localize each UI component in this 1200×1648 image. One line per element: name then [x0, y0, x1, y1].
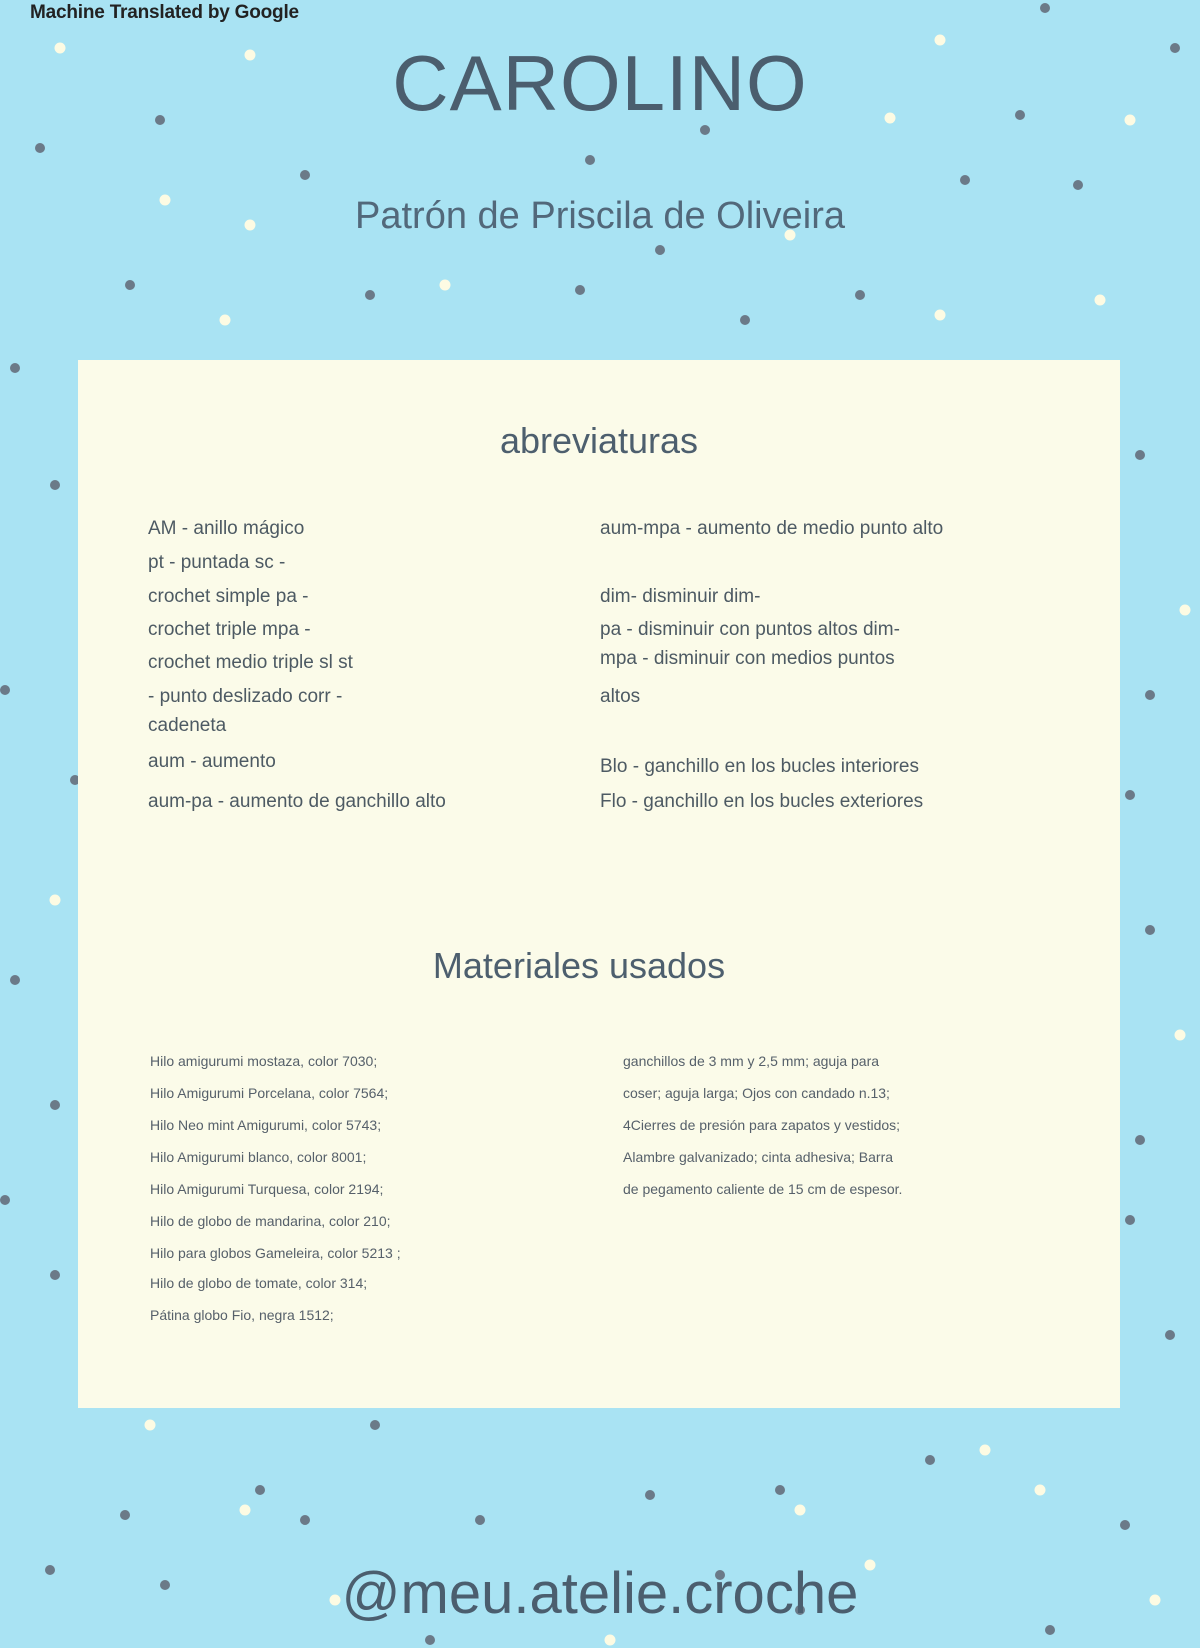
abbreviation-item: - punto deslizado corr - [148, 686, 343, 707]
abbreviation-item: AM - anillo mágico [148, 518, 305, 539]
dark-dot [1125, 1215, 1135, 1225]
dark-dot [1135, 450, 1145, 460]
abbreviation-item: Flo - ganchillo en los bucles exteriores [600, 791, 924, 812]
dark-dot [1145, 690, 1155, 700]
dark-dot [1135, 1135, 1145, 1145]
abbreviation-item: aum-pa - aumento de ganchillo alto [148, 791, 446, 812]
light-dot [145, 1420, 156, 1431]
light-dot [440, 280, 451, 291]
abbreviation-item: mpa - disminuir con medios puntos [600, 648, 895, 669]
dark-dot [960, 175, 970, 185]
material-item: Hilo de globo de mandarina, color 210; [150, 1213, 391, 1229]
dark-dot [10, 363, 20, 373]
machine-translated-badge: Machine Translated by Google [30, 2, 299, 23]
light-dot [795, 1505, 806, 1516]
dark-dot [50, 1270, 60, 1280]
dark-dot [925, 1455, 935, 1465]
dark-dot [475, 1515, 485, 1525]
abbreviations-heading: abreviaturas [499, 420, 699, 461]
dark-dot [1145, 925, 1155, 935]
dark-dot [1165, 1330, 1175, 1340]
material-item: Pátina globo Fio, negra 1512; [150, 1307, 334, 1323]
page-subtitle: Patrón de Priscila de Oliveira [355, 195, 845, 237]
material-item: Hilo Neo mint Amigurumi, color 5743; [150, 1117, 382, 1133]
abbreviation-item: crochet triple mpa - [148, 619, 311, 640]
dark-dot [300, 1515, 310, 1525]
dark-dot [425, 1635, 435, 1645]
dark-dot [0, 1195, 10, 1205]
dark-dot [300, 170, 310, 180]
dark-dot [370, 1420, 380, 1430]
dark-dot [585, 155, 595, 165]
light-dot [605, 1635, 616, 1646]
dark-dot [1120, 1520, 1130, 1530]
dark-dot [0, 685, 10, 695]
dark-dot [365, 290, 375, 300]
dark-dot [575, 285, 585, 295]
material-item: Hilo Amigurumi Turquesa, color 2194; [150, 1181, 384, 1197]
light-dot [935, 310, 946, 321]
light-dot [1180, 605, 1191, 616]
dark-dot [1073, 180, 1083, 190]
content-panel [78, 360, 1120, 1408]
light-dot [240, 1505, 251, 1516]
material-item: coser; aguja larga; Ojos con candado n.13; [623, 1085, 890, 1101]
dark-dot [775, 1485, 785, 1495]
dark-dot [855, 290, 865, 300]
light-dot [980, 1445, 991, 1456]
light-dot [1175, 1030, 1186, 1041]
dark-dot [50, 480, 60, 490]
dark-dot [120, 1510, 130, 1520]
material-item: 4Cierres de presión para zapatos y vestidos; [623, 1117, 901, 1133]
dark-dot [645, 1490, 655, 1500]
abbreviation-item: crochet simple pa - [148, 586, 309, 607]
light-dot [220, 315, 231, 326]
dark-dot [1125, 790, 1135, 800]
dark-dot [50, 1100, 60, 1110]
light-dot [1035, 1485, 1046, 1496]
dark-dot [655, 245, 665, 255]
abbreviation-item: aum-mpa - aumento de medio punto alto [600, 518, 944, 539]
light-dot [1095, 295, 1106, 306]
dark-dot [1040, 3, 1050, 13]
material-item: Hilo Amigurumi blanco, color 8001; [150, 1149, 367, 1165]
abbreviation-item: Blo - ganchillo en los bucles interiores [600, 756, 919, 777]
dark-dot [10, 975, 20, 985]
material-item: Hilo amigurumi mostaza, color 7030; [150, 1053, 378, 1069]
dark-dot [125, 280, 135, 290]
light-dot [50, 895, 61, 906]
material-item: de pegamento caliente de 15 cm de espesor. [623, 1181, 903, 1197]
dark-dot [255, 1485, 265, 1495]
material-item: Alambre galvanizado; cinta adhesiva; Barra [623, 1149, 894, 1165]
dark-dot [35, 143, 45, 153]
abbreviation-item: crochet medio triple sl st [148, 652, 353, 673]
abbreviation-item: pa - disminuir con puntos altos dim- [600, 619, 900, 640]
abbreviation-item: pt - puntada sc - [148, 552, 286, 573]
abbreviation-item: altos [600, 686, 641, 707]
abbreviation-item: dim- disminuir dim- [600, 586, 761, 607]
abbreviation-item: aum - aumento [148, 751, 276, 772]
material-item: Hilo para globos Gameleira, color 5213 ; [150, 1245, 401, 1261]
abbreviation-item: cadeneta [148, 715, 227, 736]
materials-heading: Materiales usados [432, 945, 726, 986]
material-item: Hilo de globo de tomate, color 314; [150, 1275, 368, 1291]
dark-dot [740, 315, 750, 325]
page-title: CAROLINO [392, 39, 808, 127]
material-item: ganchillos de 3 mm y 2,5 mm; aguja para [623, 1053, 880, 1069]
instagram-handle: @meu.atelie.croche [341, 1561, 859, 1626]
material-item: Hilo Amigurumi Porcelana, color 7564; [150, 1085, 389, 1101]
